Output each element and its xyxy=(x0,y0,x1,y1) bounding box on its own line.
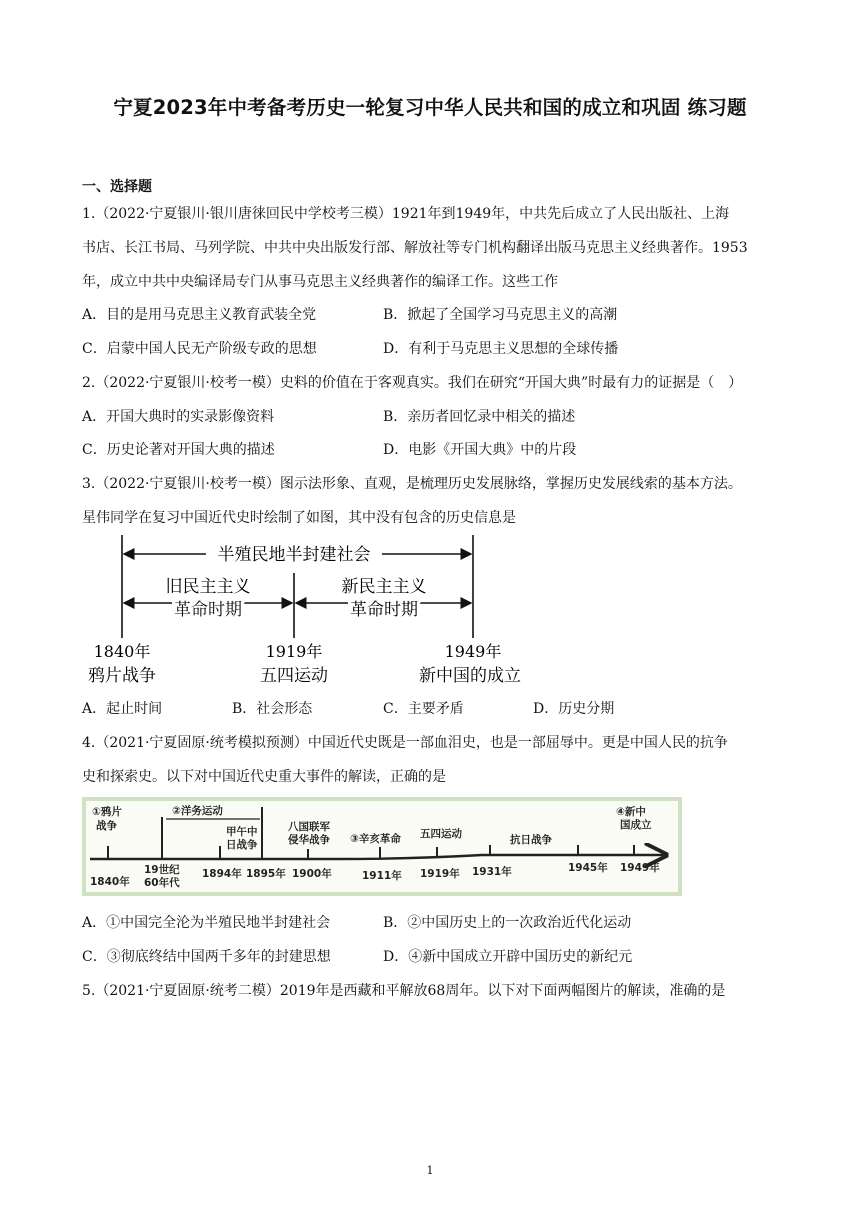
fig4-event-anti-japanese: 抗日战争 xyxy=(510,834,552,846)
q4-timeline-figure xyxy=(82,797,682,896)
q4-stem-line1: 4.（2021·宁夏固原·统考模拟预测）中国近代史既是一部血泪史，也是一部屈辱中。更是中国人民的抗争 xyxy=(82,735,728,751)
q1-stem-line3: 年，成立中共中央编译局专门从事马克思主义经典著作的编译工作。这些工作 xyxy=(82,274,558,290)
q1-option-d: D．有利于马克思主义思想的全球传播 xyxy=(383,341,619,357)
fig3-year-1840: 1840年 xyxy=(93,642,151,661)
q2-stem: 2.（2022·宁夏银川·校考一模）史料的价值在于客观真实。我们在研究“开国大典”时最有力的证据是（ ） xyxy=(82,375,743,391)
q4-option-b: B．②中国历史上的一次政治近代化运动 xyxy=(383,915,632,931)
q3-option-b: B．社会形态 xyxy=(232,701,313,717)
fig3-opium-war: 鸦片战争 xyxy=(88,666,156,686)
document-title: 宁夏2023年中考备考历史一轮复习中华人民共和国的成立和巩固 练习题 xyxy=(113,96,747,119)
fig4-event-xinhai: ③辛亥革命 xyxy=(350,833,401,845)
fig4-event-opium-war-a: ①鸦片 xyxy=(92,806,122,818)
fig3-old-democratic-label: 旧民主主义 xyxy=(165,577,251,597)
fig4-date-60s: 60年代 xyxy=(144,877,180,889)
fig3-year-1949: 1949年 xyxy=(444,642,502,661)
fig4-date-19th-century: 19世纪 xyxy=(144,864,180,876)
fig4-event-sino-japanese-a: 甲午中 xyxy=(226,826,258,838)
q3-option-a: A．起止时间 xyxy=(82,701,163,717)
q4-option-d: D．④新中国成立开辟中国历史的新纪元 xyxy=(383,949,633,965)
fig4-date-1945: 1945年 xyxy=(568,862,608,874)
fig3-year-1919: 1919年 xyxy=(265,642,323,661)
q3-option-d: D．历史分期 xyxy=(533,701,615,717)
fig3-new-democratic-label: 新民主主义 xyxy=(341,577,427,597)
q2-option-c: C．历史论著对开国大典的描述 xyxy=(82,442,275,458)
fig3-new-china: 新中国的成立 xyxy=(419,666,521,686)
fig4-event-may-fourth: 五四运动 xyxy=(420,828,462,840)
fig4-event-eight-nation-a: 八国联军 xyxy=(288,821,330,833)
q4-option-c: C．③彻底终结中国两千多年的封建思想 xyxy=(82,949,331,965)
q3-timeline-figure xyxy=(82,533,542,693)
fig4-event-yangwu: ②洋务运动 xyxy=(172,805,223,817)
fig4-date-1949: 1949年 xyxy=(620,862,660,874)
q5-stem: 5.（2021·宁夏固原·统考二模）2019年是西藏和平解放68周年。以下对下面两幅图片的解读，准确的是 xyxy=(82,983,726,999)
q2-option-a: A．开国大典时的实录影像资料 xyxy=(82,409,275,425)
fig4-date-1911: 1911年 xyxy=(362,870,402,882)
q4-option-a: A．①中国完全沦为半殖民地半封建社会 xyxy=(82,915,331,931)
fig3-old-period-label: 革命时期 xyxy=(174,600,242,620)
q1-stem-line1: 1.（2022·宁夏银川·银川唐徕回民中学校考三模）1921年到1949年，中共先后成立了人民出版社、上海 xyxy=(82,206,730,222)
fig4-date-1931: 1931年 xyxy=(472,866,512,878)
fig3-society-label: 半殖民地半封建社会 xyxy=(217,545,371,565)
q2-option-b: B．亲历者回忆录中相关的描述 xyxy=(383,409,576,425)
q1-option-b: B．掀起了全国学习马克思主义的高潮 xyxy=(383,307,618,323)
fig4-date-1919: 1919年 xyxy=(420,868,460,880)
fig3-may-fourth: 五四运动 xyxy=(260,666,328,686)
fig3-new-period-label: 革命时期 xyxy=(350,600,418,620)
fig4-event-eight-nation-b: 侵华战争 xyxy=(288,834,330,846)
q1-option-a: A．目的是用马克思主义教育武装全党 xyxy=(82,307,317,323)
fig4-event-new-china-b: 国成立 xyxy=(620,819,652,831)
q1-stem-line2: 书店、长江书局、马列学院、中共中央出版发行部、解放社等专门机构翻译出版马克思主义经典著作。1953 xyxy=(82,240,748,256)
q4-stem-line2: 史和探索史。以下对中国近代史重大事件的解读，正确的是 xyxy=(82,769,446,785)
section-heading: 一、选择题 xyxy=(82,179,152,195)
q3-stem-line2: 星伟同学在复习中国近代史时绘制了如图，其中没有包含的历史信息是 xyxy=(82,510,516,526)
fig4-event-new-china-a: ④新中 xyxy=(616,806,646,818)
fig4-date-1840: 1840年 xyxy=(90,876,130,888)
q2-option-d: D．电影《开国大典》中的片段 xyxy=(383,442,577,458)
fig4-date-1895: 1895年 xyxy=(246,868,286,880)
fig4-date-1900: 1900年 xyxy=(292,868,332,880)
fig4-event-opium-war-b: 战争 xyxy=(96,820,117,832)
fig4-date-1894: 1894年 xyxy=(202,868,242,880)
q3-option-c: C．主要矛盾 xyxy=(383,701,464,717)
fig4-event-sino-japanese-b: 日战争 xyxy=(226,839,258,851)
q1-option-c: C．启蒙中国人民无产阶级专政的思想 xyxy=(82,341,317,357)
q3-stem-line1: 3.（2022·宁夏银川·校考一模）图示法形象、直观，是梳理历史发展脉络，掌握历史发展线索的基本方法。 xyxy=(82,476,742,492)
page-number: 1 xyxy=(426,1164,434,1177)
